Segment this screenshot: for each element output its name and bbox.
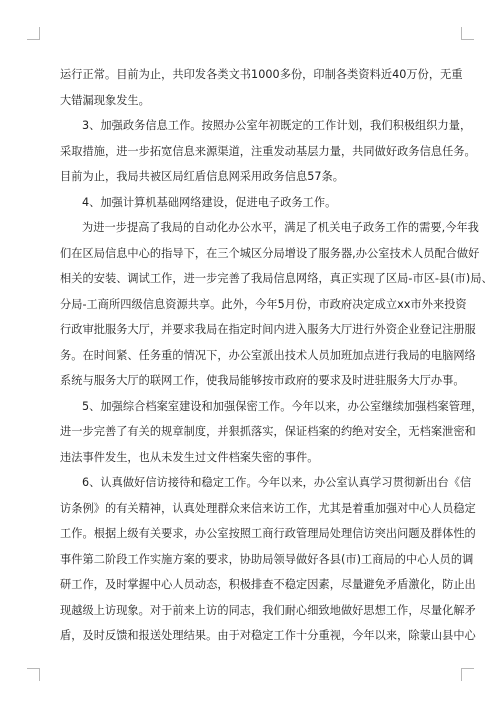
text-line: 研工作，及时掌握中心人员动态，积极排查不稳定因素，尽量避免矛盾激化，防止出 (60, 578, 476, 591)
text-line: 行政审批服务大厅，并要求我局在指定时间内进入服务大厅进行外资企业登记注册服 (60, 323, 476, 336)
crop-mark-bottom-right (461, 668, 474, 681)
document-body (60, 62, 493, 649)
text-line: 目前为止，我局共被区局红盾信息网采用政务信息57条。 (60, 170, 345, 183)
text-line: 违法事件发生，也从未发生过文件档案失密的事件。 (60, 450, 319, 464)
crop-mark-top-right (461, 27, 474, 40)
section-heading-6: 6、认真做好信访接待和稳定工作。今年以来，办公室认真学习贯彻新出台《信 (82, 476, 472, 489)
text-line: 进一步完善了有关的规章制度，并狠抓落实，保证档案的约绝对安全，无档案泄密和 (60, 425, 476, 438)
text-line: 采取措施，进一步拓宽信息来源渠道，注重发动基层力量，共同做好政务信息任务。 (60, 144, 476, 158)
text-line: 务。在时间紧、任务重的情况下，办公室派出技术人员加班加点进行我局的电脑网络 (60, 348, 476, 362)
section-heading-3: 3、加强政务信息工作。按照办公室年初既定的工作计划，我们积极组织力量， (82, 119, 472, 132)
text-line: 分局-工商所四级信息资源共享。此外，今年5月份，市政府决定成立xx市外来投资 (60, 297, 467, 311)
text-line: 事件第二阶段工作实施方案的要求，协助局领导做好各县(市)工商局的中心人员的调 (60, 552, 474, 566)
text-line: 系统与服务大厅的联网工作，使我局能够按市政府的要求及时进驻服务大厅办事。 (60, 374, 465, 387)
section-heading-5: 5、加强综合档案室建设和加强保密工作。今年以来，办公室继续加强档案管理， (82, 399, 483, 413)
crop-mark-bottom-left (27, 668, 40, 681)
text-line: 为进一步提高了我局的自动化办公水平，满足了机关电子政务工作的需要,今年我 (82, 221, 479, 234)
text-line: 盾，及时反馈和报送处理结果。由于对稳定工作十分重视，今年以来，除蒙山县中心 (60, 629, 476, 642)
crop-mark-top-left (27, 27, 40, 40)
text-line: 大错漏现象发生。 (60, 93, 150, 107)
text-line: 们在区局信息中心的指导下，在三个城区分局增设了服务器,办公室技术人员配合做好 (60, 246, 480, 260)
text-line: 现越级上访现象。对于前来上访的同志，我们耐心细致地做好思想工作，尽量化解矛 (60, 603, 476, 617)
text-line: 工作。根据上级有关要求，办公室按照工商行政管理局处理信访突出问题及群体性的 (60, 527, 476, 540)
text-line: 访条例》的有关精神，认真处理群众来信来访工作，尤其是着重加强对中心人员稳定 (60, 501, 476, 515)
text-line: 相关的安装、调试工作，进一步完善了我局信息网络，真正实现了区局-市区-县(市)局、 (60, 272, 493, 285)
text-line: 运行正常。目前为止，共印发各类文书1000多份，印制各类资料近40万份，无重 (60, 68, 463, 81)
section-heading-4: 4、加强计算机基础网络建设，促进电子政务工作。 (82, 195, 337, 209)
